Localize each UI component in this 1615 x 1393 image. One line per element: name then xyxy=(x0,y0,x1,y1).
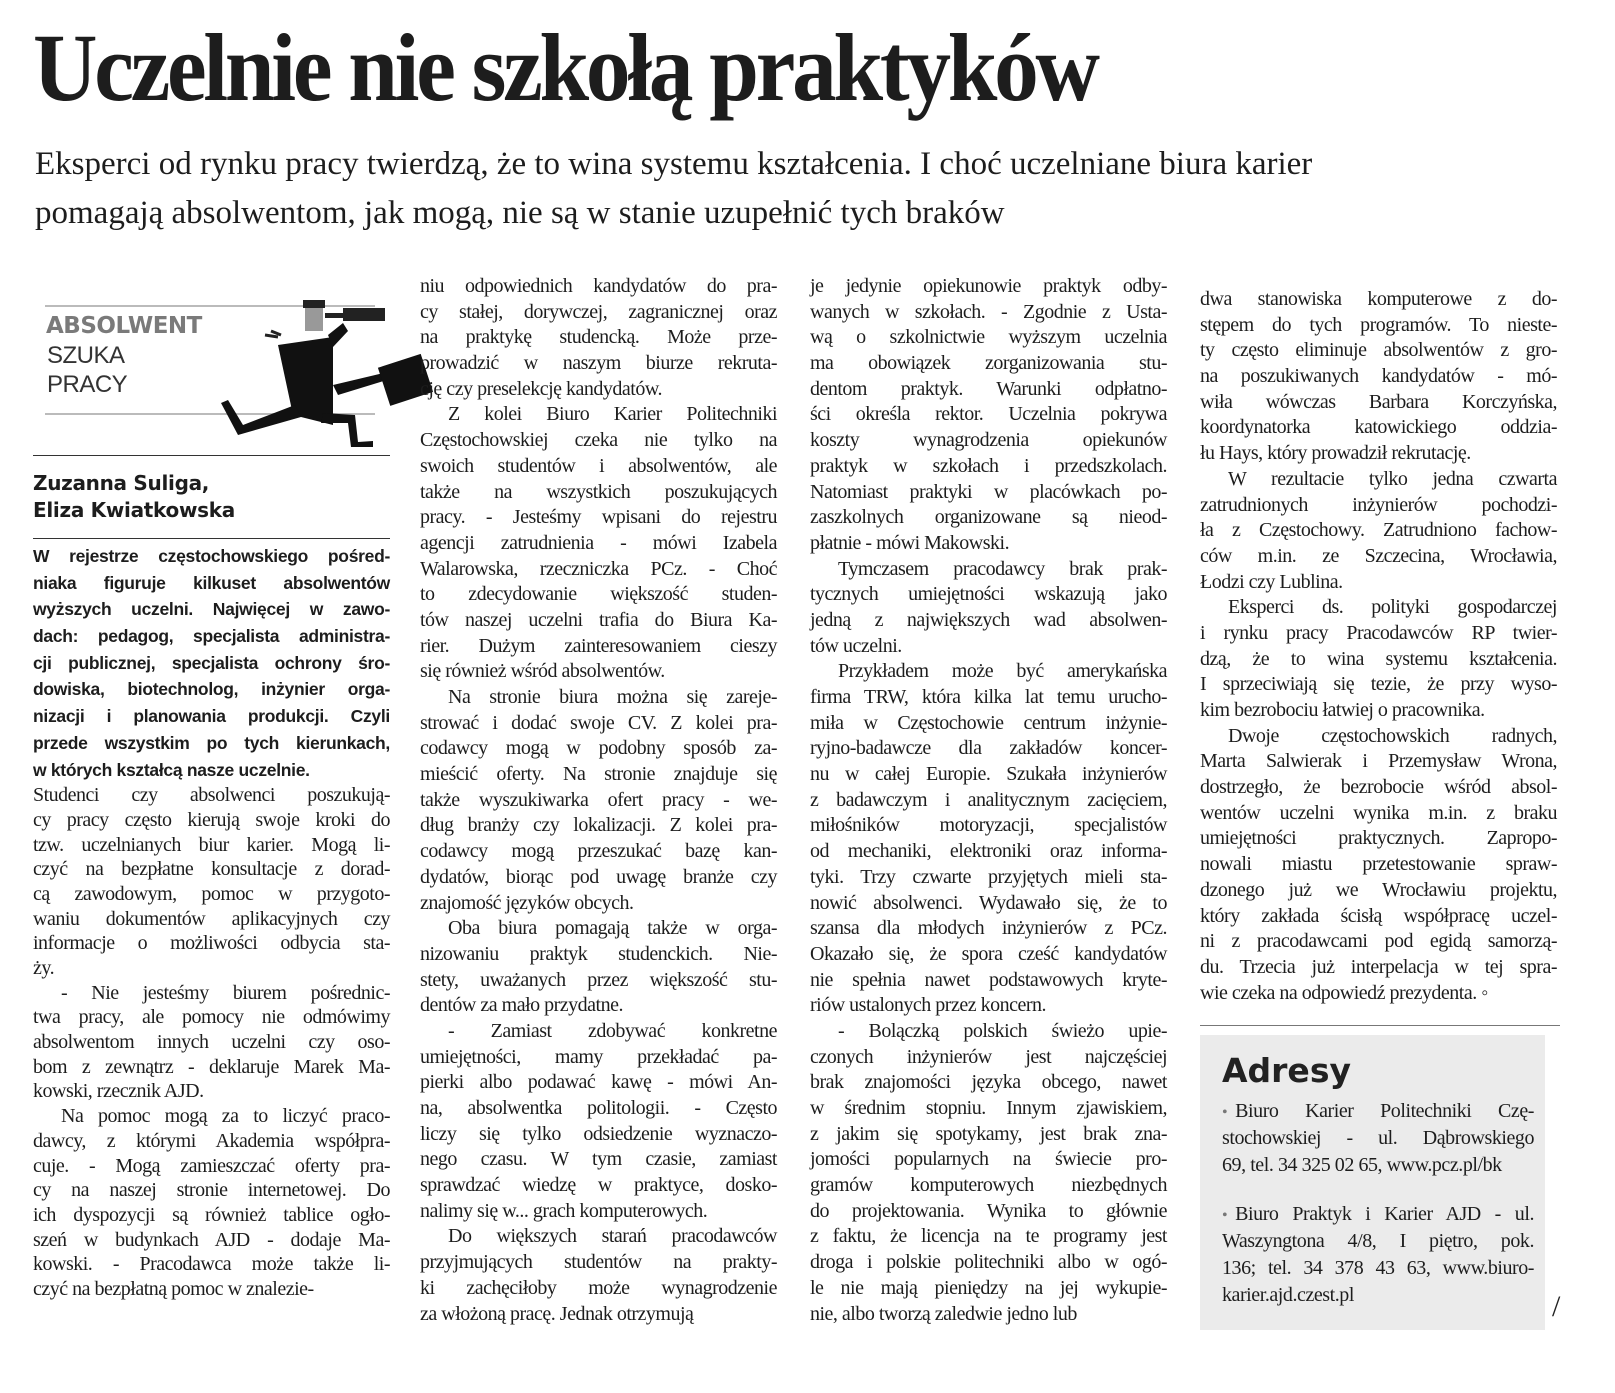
text-line: za włożoną pracę. Jednak otrzymują xyxy=(420,1302,694,1325)
subheadline-line: pomagają absolwentom, jak mogą, nie są w stanie uzupełnić tych braków xyxy=(35,195,1005,231)
bullet-icon: • xyxy=(1222,1104,1228,1121)
text-line: gramów komputerowych niezbędnych xyxy=(810,1174,1167,1197)
text-line: z faktu, że licencja na te programy jest xyxy=(810,1225,1167,1248)
text-line: się również wśród absolwentów. xyxy=(420,660,665,683)
author: Eliza Kwiatkowska xyxy=(33,498,235,522)
text-line: du. Trzecia już interpelacja w tej spra- xyxy=(1200,955,1557,978)
text-line: agencji zatrudnienia - mówi Izabela xyxy=(420,531,777,554)
text-line: Tymczasem pracodawcy brak prak- xyxy=(838,557,1167,580)
body-text xyxy=(33,783,390,1301)
text-line: jomości popularnych na świecie pro- xyxy=(810,1148,1167,1171)
text-line: koordynatorka katowickiego oddzia- xyxy=(1200,416,1557,439)
text-line: Walarowska, rzeczniczka PCz. - Choć xyxy=(420,557,777,580)
text-line: koszty wynagrodzenia opiekunów xyxy=(810,429,1167,452)
text-line: to zdecydowanie większość studen- xyxy=(420,583,777,606)
text-line: stety, uważanych przez większość stu- xyxy=(420,968,777,991)
text-line: prowadzić w naszym biurze rekruta- xyxy=(420,352,777,375)
paragraph xyxy=(1200,287,1557,467)
lead-line: niaka figuruje kilkuset absolwentów xyxy=(33,572,390,593)
text-line: pracy. - Jesteśmy wpisani do rejestru xyxy=(420,506,777,529)
text-line: Częstochowskiej czeka nie tylko na xyxy=(420,429,777,452)
text-line: cą zawodowym, pomoc w przygoto- xyxy=(33,882,390,905)
paragraph xyxy=(810,557,1167,660)
address-line: stochowskiej - ul. Dąbrowskiego xyxy=(1222,1127,1534,1149)
text-line: szansa dla młodych inżynierów z PCz. xyxy=(810,917,1167,940)
byline xyxy=(33,470,390,524)
text-line: tów naszej uczelni trafia do Biura Ka- xyxy=(420,608,777,631)
addresses-title: Adresy xyxy=(1222,1051,1351,1090)
text-line: cję czy preselekcję kandydatów. xyxy=(420,377,662,400)
column-1 xyxy=(33,275,390,1302)
text-line: cuje. - Mogą zamieszczać oferty pra- xyxy=(33,1154,390,1177)
text-line: nie spełnia nawet podstawowych kryte- xyxy=(810,968,1167,991)
text-line: znajomość języków obcych. xyxy=(420,891,634,914)
text-line: twa pracy, ale pomocy nie odmówimy xyxy=(33,1006,390,1029)
text-line: miłośników motoryzacji, specjalistów xyxy=(810,814,1167,837)
text-line: liczy się tylko odsiedzenie wyznaczo- xyxy=(420,1122,777,1145)
text-line: nizowaniu praktyk studenckich. Nie- xyxy=(420,942,777,965)
text-line: czyć na bezpłatną pomoc w znalezie- xyxy=(33,1277,314,1300)
text-line: wiła wówczas Barbara Korczyńska, xyxy=(1200,390,1557,413)
text-line: dostrzegło, że bezrobocie wśród absol- xyxy=(1200,776,1557,799)
text-line: I sprzeciwiają się tezie, że przy wyso- xyxy=(1200,673,1557,696)
text-line: pierki albo podawać kawę - mówi An- xyxy=(420,1071,777,1094)
lead-line: przede wszystkim po tych kierunkach, xyxy=(33,732,390,753)
paragraph xyxy=(420,274,777,402)
text-line: ła z Częstochowy. Zatrudniono fachow- xyxy=(1200,519,1557,542)
text-line: łu Hays, który prowadził rekrutację. xyxy=(1200,442,1471,465)
text-line: płatnie - mówi Makowski. xyxy=(810,531,1010,554)
text-line: przyjmujących studentów na prakty- xyxy=(420,1251,777,1274)
text-line: codawcy mogą w podobny sposób za- xyxy=(420,737,777,760)
text-line: ty często eliminuje absolwentów z gro- xyxy=(1200,339,1557,362)
text-line: ki zachęciłoby może wynagrodzenie xyxy=(420,1276,777,1299)
text-line: brak znajomości języka obcego, nawet xyxy=(810,1071,1167,1094)
text-line: dawcy, z którymi Akademia współpra- xyxy=(33,1129,390,1152)
text-line: nie, albo tworzą zaledwie jedno lub xyxy=(810,1302,1077,1325)
text-line: jedną z największych wad absolwen- xyxy=(810,608,1167,631)
text-line: firma TRW, która kilka lat temu urucho- xyxy=(810,686,1167,708)
text-line: praktyk w szkołach i przedszkolach. xyxy=(810,454,1167,477)
paragraph xyxy=(420,1019,777,1225)
lead-line: W rejestrze częstochowskiego pośred- xyxy=(33,546,390,566)
text-line: rier. Dużym zainteresowaniem cieszy xyxy=(420,634,777,657)
address-line xyxy=(1222,1201,1534,1228)
paragraph xyxy=(1200,724,1557,1007)
logo-text-absolwent: ABSOLWENT xyxy=(46,313,202,339)
text-line: Studenci czy absolwenci poszukują- xyxy=(33,784,390,807)
text-line: wentów uczelni wynika m.in. z braku xyxy=(1200,801,1557,824)
paragraph xyxy=(810,659,1167,1019)
paragraph xyxy=(420,402,777,685)
text-line: dydatów, biorąc pod uwagę branże czy xyxy=(420,865,777,888)
paragraph xyxy=(810,1019,1167,1327)
text-line: cy na naszej stronie internetowej. Do xyxy=(33,1179,390,1202)
paragraph xyxy=(810,274,1167,557)
text-line: absolwentom innych uczelni czy oso- xyxy=(33,1031,390,1054)
address-item xyxy=(1222,1098,1534,1179)
address-item xyxy=(1222,1201,1534,1309)
text-line: Eksperci ds. polityki gospodarczej xyxy=(1228,596,1557,619)
column-4 xyxy=(1200,287,1557,1006)
text-line: czyć na bezpłatne konsultacje z dorad- xyxy=(33,858,390,881)
text-line: tzw. uczelnianych biur karier. Mogą li- xyxy=(33,833,390,856)
text-line: stępem do tych programów. To nieste- xyxy=(1200,313,1557,336)
text-line: bom z zewnątrz - deklaruje Marek Ma- xyxy=(33,1055,390,1078)
page-mark: / xyxy=(1552,1290,1561,1323)
text-line: dzą, że to wina systemu kształcenia. xyxy=(1200,647,1557,670)
text-line: umiejętności, mamy przekładać pa- xyxy=(420,1045,777,1068)
address-line: 69, tel. 34 325 02 65, www.pcz.pl/bk xyxy=(1222,1154,1502,1176)
paragraph xyxy=(420,1224,777,1327)
text-line: wanych w szkołach. - Zgodnie z Usta- xyxy=(810,300,1167,323)
text-line: Natomiast praktyki w placówkach po- xyxy=(810,480,1167,503)
text-line: Dwoje częstochowskich radnych, xyxy=(1228,724,1557,747)
text-line: Przykładem może być amerykańska xyxy=(838,660,1167,683)
text-line: Do większych starań pracodawców xyxy=(448,1225,777,1248)
address-line xyxy=(1222,1098,1534,1125)
text-line: także wyszukiwarka ofert pracy - we- xyxy=(420,788,777,811)
text-line: szeń w budynkach AJD - dodaje Ma- xyxy=(33,1228,390,1251)
text-line: tów uczelni. xyxy=(810,634,902,657)
series-logo xyxy=(33,275,390,455)
bullet-icon: • xyxy=(1222,1207,1228,1224)
logo-text-pracy: PRACY xyxy=(47,371,128,398)
lead-line: dowiska, biotechnolog, inżynier orga- xyxy=(33,679,390,700)
address-line: Waszyngtona 4/8, I piętro, pok. xyxy=(1222,1230,1534,1252)
text-line: cy stałej, dorywczej, zagranicznej oraz xyxy=(420,300,777,323)
text-line: i rynku pracy Pracodawców RP twier- xyxy=(1200,621,1557,644)
text-line: z badawczym i analitycznym zacięciem, xyxy=(810,788,1167,811)
text-line: Marta Salwierak i Przemysław Wrona, xyxy=(1200,750,1557,773)
text-line: dentów za mało przydatne. xyxy=(420,994,623,1017)
author: Zuzanna Suliga, xyxy=(33,471,210,495)
text-line: Łodzi czy Lublina. xyxy=(1200,570,1343,593)
text-line: nego czasu. W tym czasie, zamiast xyxy=(420,1148,777,1171)
text-line: nalimy się w... grach komputerowych. xyxy=(420,1199,708,1222)
text-line: kim bezrobociu łatwiej o pracownika. xyxy=(1200,699,1485,721)
address-line: 136; tel. 34 378 43 63, www.biuro- xyxy=(1222,1257,1534,1279)
lead-line: dach: pedagog, specjalista administra- xyxy=(33,626,390,647)
text-line: codawcy mogą przeszukać bazę kan- xyxy=(420,840,777,863)
text-line: w średnim stopniu. Innym zjawiskiem, xyxy=(810,1097,1167,1119)
text-line: ni z pracodawcami pod egidą samorzą- xyxy=(1200,930,1557,953)
subheadline xyxy=(35,140,1580,238)
address-text: Biuro Praktyk i Karier AJD - ul. xyxy=(1235,1203,1534,1225)
text-line: czonych inżynierów jest najczęściej xyxy=(810,1045,1167,1068)
addresses-list xyxy=(1222,1098,1534,1331)
text-line: także na wszystkich poszukujących xyxy=(420,480,777,503)
text-line: niu odpowiednich kandydatów do pra- xyxy=(420,275,777,297)
text-line: do projektowania. Wynika to głównie xyxy=(810,1199,1167,1222)
text-line: riów ustalonych przez koncern. xyxy=(810,994,1047,1017)
text-line: Z kolei Biuro Karier Politechniki xyxy=(448,403,777,426)
paragraph xyxy=(1200,467,1557,595)
text-line: W rezultacie tylko jedna czwarta xyxy=(1228,467,1557,490)
text-line: ców m.in. ze Szczecina, Wrocławia, xyxy=(1200,544,1557,567)
text-line: - Zamiast zdobywać konkretne xyxy=(448,1019,777,1042)
text-line: nowić absolwenci. Wydawało się, że to xyxy=(810,891,1167,914)
paragraph xyxy=(33,981,390,1104)
text-line: od mechaniki, elektroniki oraz informa- xyxy=(810,840,1167,863)
text-line: Oba biura pomagają także w orga- xyxy=(448,917,777,940)
text-line: dzonego już we Wrocławiu projektu, xyxy=(1200,878,1557,901)
text-line: zatrudnionych inżynierów pochodzi- xyxy=(1200,493,1557,516)
address-line: karier.ajd.czest.pl xyxy=(1222,1284,1354,1306)
text-line: nu w całej Europie. Szukała inżynierów xyxy=(810,763,1167,786)
text-line: wą o szkolnictwie wyższym uczelnia xyxy=(810,326,1167,349)
text-line: ży. xyxy=(33,957,55,979)
text-line: który zakłada ścisłą współpracę uczel- xyxy=(1200,904,1557,927)
text-line: ma obowiązek zorganizowania stu- xyxy=(810,352,1167,375)
text-line: Okazało się, że spora cześć kandydatów xyxy=(810,942,1167,965)
column-3 xyxy=(810,274,1167,1327)
text-line: umiejętności praktycznych. Zapropo- xyxy=(1200,827,1557,850)
running-man-icon xyxy=(33,275,433,455)
divider xyxy=(1200,1025,1560,1026)
text-line: informacje o możliwości odbycia sta- xyxy=(33,932,390,955)
text-line: z jakim się spotykamy, jest brak zna- xyxy=(810,1122,1167,1145)
text-line: tyki. Trzy czwarte przyjętych mieli sta- xyxy=(810,865,1167,888)
text-line: - Bolączką polskich świeżo upie- xyxy=(838,1019,1167,1042)
text-line: je jedynie opiekunowie praktyk odby- xyxy=(810,275,1167,297)
text-line: sprawdzać wiedzę w praktyce, dosko- xyxy=(420,1174,777,1197)
subheadline-line: Eksperci od rynku pracy twierdzą, że to wina systemu kształcenia. I choć uczelniane biura karier xyxy=(35,146,1313,182)
lead-line: wyższych uczelni. Najwięcej w zawo- xyxy=(33,599,390,620)
address-text: Biuro Karier Politechniki Czę- xyxy=(1235,1100,1534,1122)
text-line: dług branży czy lokalizacji. Z kolei pra- xyxy=(420,814,777,837)
text-line: - Nie jesteśmy biurem pośrednic- xyxy=(61,981,390,1004)
text-line: dentom praktyk. Warunki odpłatno- xyxy=(810,377,1167,400)
text-line: zaszkolnych organizowane są nieod- xyxy=(810,506,1167,529)
text-line: mieścić oferty. Na stronie znajduje się xyxy=(420,763,777,786)
text-line: na, absolwentka politologii. - Często xyxy=(420,1097,777,1119)
lead-line: nizacji i planowania produkcji. Czyli xyxy=(33,706,390,727)
text-line: na praktykę studencką. Może prze- xyxy=(420,326,777,349)
text-line: Na pomoc mogą za to liczyć praco- xyxy=(61,1105,390,1128)
column-2 xyxy=(420,274,777,1327)
text-line: miła w Częstochowie centrum inżynie- xyxy=(810,711,1167,734)
text-line: Na stronie biura można się zareje- xyxy=(448,686,777,708)
text-line: waniu dokumentów aplikacyjnych czy xyxy=(33,907,390,930)
text-line: wie czeka na odpowiedź prezydenta. ◦ xyxy=(1200,981,1488,1004)
paragraph xyxy=(420,685,777,916)
text-line: le nie mają pieniędzy na jej wykupie- xyxy=(810,1276,1167,1299)
divider xyxy=(33,538,390,539)
text-line: ści określa rektor. Uczelnia pokrywa xyxy=(810,403,1167,426)
lead-line: cji publicznej, specjalista ochrony śro- xyxy=(33,652,390,673)
paragraph xyxy=(1200,595,1557,723)
text-line: strować i dodać swoje CV. Z kolei pra- xyxy=(420,711,777,734)
text-line: swoich studentów i absolwentów, ale xyxy=(420,454,777,477)
paragraph xyxy=(420,916,777,1019)
text-line: droga i polskie politechniki albo w ogó- xyxy=(810,1251,1167,1274)
text-line: nowali miastu przetestowanie spraw- xyxy=(1200,853,1557,876)
text-line: ryjno-badawcze dla zakładów koncer- xyxy=(810,737,1167,760)
headline: Uczelnie nie szkołą praktyków xyxy=(33,14,1097,121)
paragraph xyxy=(33,1104,390,1302)
text-line: na poszukiwanych kandydatów - mó- xyxy=(1200,365,1557,388)
text-line: kowski, rzecznik AJD. xyxy=(33,1080,204,1103)
text-line: cy pracy często kierują swoje kroki do xyxy=(33,808,390,831)
text-line: dwa stanowiska komputerowe z do- xyxy=(1200,288,1557,310)
paragraph xyxy=(33,783,390,981)
text-line: kowski. - Pracodawca może także li- xyxy=(33,1253,390,1276)
lead-paragraph xyxy=(33,543,390,783)
text-line: ich dyspozycji są również tablice ogło- xyxy=(33,1203,390,1226)
divider xyxy=(33,455,390,456)
addresses-box xyxy=(1200,1035,1545,1330)
logo-text-szuka: SZUKA xyxy=(47,342,125,369)
lead-line: w których kształcą nasze uczelnie. xyxy=(33,759,310,780)
text-line: tycznych umiejętności wskazują jako xyxy=(810,583,1167,606)
